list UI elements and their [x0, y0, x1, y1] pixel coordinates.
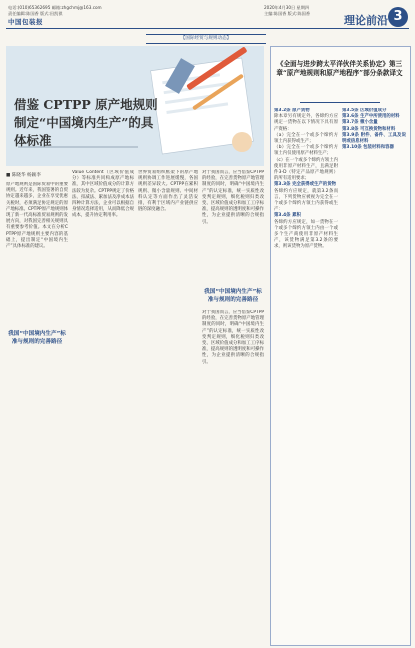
article-column-2: Value Content（区域价值成分）等标准共同构成原产地标准，其中区域价值成分的计算方法较为复杂。CPTPP规定了价格法、扣减法、累加法及净成本法四种计算方法，企业可以根据自身情况选择适用，从而降低合规成本，提升协定利用率。	[72, 170, 134, 219]
sidebar-title: 《全面与进步跨太平洋伙伴关系协定》第三章“原产地规则和原产地程序”部分条款译文	[276, 60, 403, 78]
box-section-9: 第3.5条 区域价值成分	[342, 108, 387, 113]
box-section-3: （b）完全在一个或多个缔约方领土内仅使用原产材料生产；	[274, 145, 338, 157]
section-title: 理论前沿	[344, 14, 388, 27]
article-column-1: 原产地规则是国际贸易中的重要规则。近年来，我国签署的自贸协定越来越多，企业在享受优惠关税时，必须满足协定规定的原产地标准。CPTPP原产地规则体现了新一代高标准贸易规则的发展方向，对我国完善相关规则具有重要参考价值。本文在分析CPTPP原产地规则主要内容的基础上，提出制定“中国境内生产”具体标准的建议。	[6, 182, 68, 250]
headline	[14, 96, 164, 150]
article-column-4-top: 对于我国而言，应当借鉴CPTPP的经验，在完善货物原产地管理制度的同时，明确“中国境内生产”的认定标准，统一实质性改变判定规则，细化税则归类改变、区域价值成分和加工工序标准，提高规则的透明度和可操作性，为企业提供清晰的合规指引。	[202, 170, 264, 225]
sidebar-title-rule	[300, 102, 380, 103]
masthead-contact	[8, 5, 102, 17]
article-column-3: 世界贸易组织框架下的原产地规则协调工作进展缓慢，各国规则差异较大。CPTPP在累积规则、微小含量规则、中间材料认定等方面作出了灵活安排，有利于区域内产业链供应链的深度融合。	[138, 170, 198, 213]
box-section-1: 除本章另有规定外，各缔约方应规定一货物在以下情况下具有原产资格：	[274, 114, 338, 132]
box-section-4: （c）在一个或多个缔约方领土内使用非原产材料生产，且满足附件3-D（特定产品原产地规则）的所有适用要求；	[274, 157, 338, 182]
headline-line2: 制定“中国境内生产”的具体标准	[14, 115, 154, 148]
byline: ■ 陈晓华 杨颖李	[6, 173, 41, 178]
box-section-0: 第3.2条 原产货物	[274, 108, 310, 113]
masthead	[6, 4, 409, 28]
masthead-date	[264, 5, 310, 17]
masthead-date-line1: 2020年4月30日 星期四	[264, 5, 310, 10]
box-section-6: 各缔约方应规定，就第3.2条而言，下列货物应被视为完全在一个或多个缔约方领土内获得或生产：	[274, 188, 338, 213]
box-section-5: 第3.3条 完全获得或生产的货物	[274, 182, 336, 188]
box-section-14: 第3.10条 包装材料和容器	[342, 145, 394, 151]
masthead-contact-line1: 电话:(010)65362695 邮箱:zhgchmj@163.com	[8, 5, 102, 10]
page-number-badge: 3	[388, 7, 408, 27]
box-section-11: 第3.7条 微小含量	[342, 120, 378, 126]
box-section-10: 第3.6条 生产中所使用的材料	[342, 114, 400, 120]
headline-line1: 借鉴 CPTPP 原产地规则	[14, 97, 158, 112]
masthead-contact-line2: 责任编辑:陈国香 版式:田凯祺	[8, 11, 63, 16]
box-section-13: 第3.9条 附件、备件、工具及说明或信息材料	[342, 132, 406, 145]
sidebar-column-1	[274, 108, 338, 638]
box-section-8: 各缔约方应规定，如一货物在一个或多个缔约方领土内由一个或多个生产商使用非原产材料生产，该货物满足第3.2条的要求，则该货物为原产货物。	[274, 219, 338, 250]
box-section-2: （a）完全在一个或多个缔约方领土内获得或生产；	[274, 132, 338, 145]
article-column-4: 对于我国而言，应当借鉴CPTPP的经验，在完善货物原产地管理制度的同时，明确“中国境内生产”的认定标准，统一实质性改变判定规则，细化税则归类改变、区域价值成分和加工工序标准，提高规则的透明度和可操作性，为企业提供清晰的合规指引。	[202, 310, 264, 365]
box-section-7: 第3.4条 累积	[274, 213, 301, 219]
article-subhead: 我国“中国境内生产”标准与规则的完善路径	[204, 289, 262, 303]
headline-illustration	[6, 46, 264, 166]
box-section-12: 第3.8条 可互换货物和材料	[342, 126, 396, 132]
column-tagline: 【国际经贸与规则动态】	[146, 34, 266, 44]
sidebar-column-2	[342, 108, 406, 638]
masthead-date-line2: 主编:陈国香 版式:陈国香	[264, 11, 311, 16]
article-subhead-left: 我国“中国境内生产”标准与规则的完善路径	[8, 331, 66, 345]
masthead-rule	[6, 28, 409, 29]
masthead-brand: 中国包装报	[8, 18, 43, 26]
